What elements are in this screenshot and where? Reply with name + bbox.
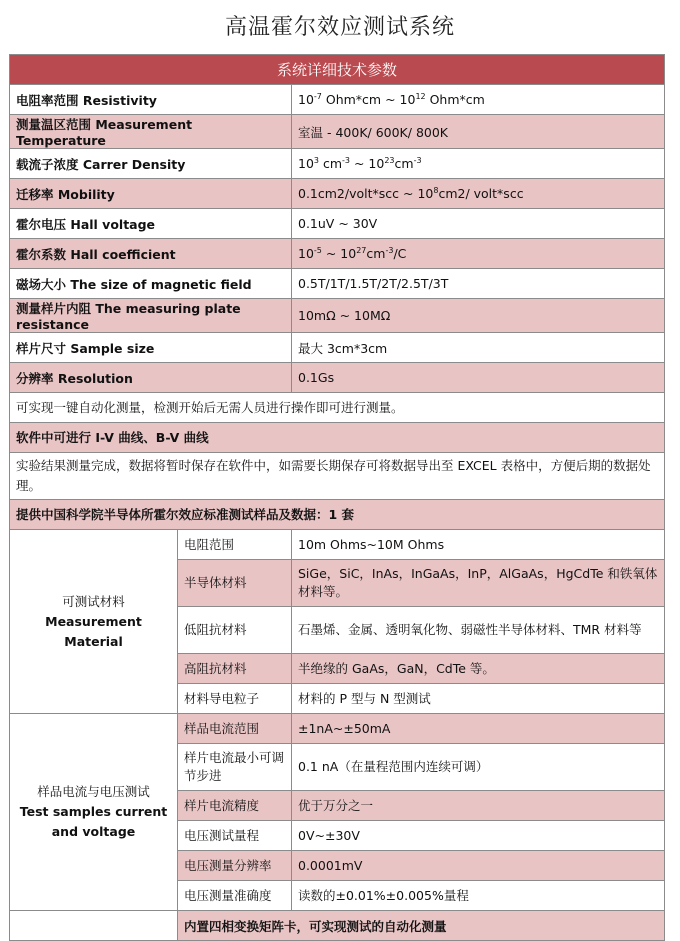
spec-table <box>9 54 665 941</box>
spec-label: 测量样片内阻 The measuring plate resistance <box>10 299 292 333</box>
spec-row <box>10 363 665 393</box>
spec-row <box>10 299 665 333</box>
spec-value: 10mΩ ~ 10MΩ <box>292 299 665 333</box>
spec-row <box>10 179 665 209</box>
sample-value: 0.0001mV <box>292 851 665 881</box>
note-row <box>10 423 665 453</box>
spec-value: 0.1uV ~ 30V <box>292 209 665 239</box>
sample-key: 电压测量准确度 <box>178 881 292 911</box>
sample-row <box>10 714 665 744</box>
table-header: 系统详细技术参数 <box>10 55 665 85</box>
spec-label: 电阻率范围 Resistivity <box>10 85 292 115</box>
note-row <box>10 500 665 530</box>
spec-label: 磁场大小 The size of magnetic field <box>10 269 292 299</box>
material-value: 材料的 P 型与 N 型测试 <box>292 684 665 714</box>
spec-row <box>10 149 665 179</box>
sample-value: ±1nA~±50mA <box>292 714 665 744</box>
note-text: 实验结果测量完成，数据将暂时保存在软件中，如需要长期保存可将数据导出至 EXCEL 表格中，方便后期的数据处理。 <box>10 453 665 500</box>
sample-last-note: 内置四相变换矩阵卡，可实现测试的自动化测量 <box>178 911 665 941</box>
spec-row <box>10 209 665 239</box>
sample-value: 读数的±0.01%±0.005%量程 <box>292 881 665 911</box>
spec-label: 载流子浓度 Carrer Density <box>10 149 292 179</box>
page-title: 高温霍尔效应测试系统 <box>224 15 455 40</box>
spec-row <box>10 333 665 363</box>
sample-key: 样片电流最小可调节步进 <box>178 744 292 791</box>
spec-label: 迁移率 Mobility <box>10 179 292 209</box>
note-text: 软件中可进行 I-V 曲线、B-V 曲线 <box>10 423 665 453</box>
spec-value: $10^{-7}$ Ohm*cm ~ $10^{12}$ Ohm*cm <box>292 85 665 115</box>
spec-label: 分辨率 Resolution <box>10 363 292 393</box>
note-text: 提供中国科学院半导体所霍尔效应标准测试样品及数据：1 套 <box>10 500 665 530</box>
sample-key: 样品电流范围 <box>178 714 292 744</box>
sample-value: 优于万分之一 <box>292 791 665 821</box>
spec-value: 0.1cm2/volt*scc ~ $10^8cm2/$ volt*scc <box>292 179 665 209</box>
sample-value: 0.1 nA（在量程范围内连续可调） <box>292 744 665 791</box>
spec-row <box>10 85 665 115</box>
material-value: 石墨烯、金属、透明氧化物、弱磁性半导体材料、TMR 材料等 <box>292 607 665 654</box>
spec-value: 室温 - 400K/ 600K/ 800K <box>292 115 665 149</box>
material-row <box>10 530 665 560</box>
spec-label: 霍尔电压 Hall voltage <box>10 209 292 239</box>
material-value: 半绝缘的 GaAs，GaN，CdTe 等。 <box>292 654 665 684</box>
material-key: 半导体材料 <box>178 560 292 607</box>
material-category: 可测试材料 Measurement Material <box>10 530 178 714</box>
spec-value: 最大 3cm*3cm <box>292 333 665 363</box>
material-value: SiGe，SiC，InAs，InGaAs，InP，AlGaAs，HgCdTe 和铁氧体材料等。 <box>292 560 665 607</box>
spec-value: 0.1Gs <box>292 363 665 393</box>
table-header-row <box>10 55 665 85</box>
spec-value: $10^3$ $cm^{-3}$ ~ $10^{23}cm^{-3}$ <box>292 149 665 179</box>
blank-cell <box>10 911 178 941</box>
sample-key: 电压测试量程 <box>178 821 292 851</box>
sample-key: 电压测量分辨率 <box>178 851 292 881</box>
sample-category: 样品电流与电压测试 Test samples current and voltage <box>10 714 178 911</box>
material-key: 材料导电粒子 <box>178 684 292 714</box>
spec-label: 测量温区范围 Measurement Temperature <box>10 115 292 149</box>
spec-label: 样片尺寸 Sample size <box>10 333 292 363</box>
spec-row <box>10 239 665 269</box>
note-row <box>10 393 665 423</box>
note-row <box>10 453 665 500</box>
spec-value: 0.5T/1T/1.5T/2T/2.5T/3T <box>292 269 665 299</box>
material-key: 电阻范围 <box>178 530 292 560</box>
spec-label: 霍尔系数 Hall coefficient <box>10 239 292 269</box>
sample-value: 0V~±30V <box>292 821 665 851</box>
sample-last-row <box>10 911 665 941</box>
material-key: 高阻抗材料 <box>178 654 292 684</box>
spec-row <box>10 269 665 299</box>
spec-row <box>10 115 665 149</box>
material-value: 10m Ohms~10M Ohms <box>292 530 665 560</box>
spec-value: $10^{-5}$ ~ $10^{27}cm^{-3}/C$ <box>292 239 665 269</box>
note-text: 可实现一键自动化测量，检测开始后无需人员进行操作即可进行测量。 <box>10 393 665 423</box>
material-key: 低阻抗材料 <box>178 607 292 654</box>
sample-key: 样片电流精度 <box>178 791 292 821</box>
